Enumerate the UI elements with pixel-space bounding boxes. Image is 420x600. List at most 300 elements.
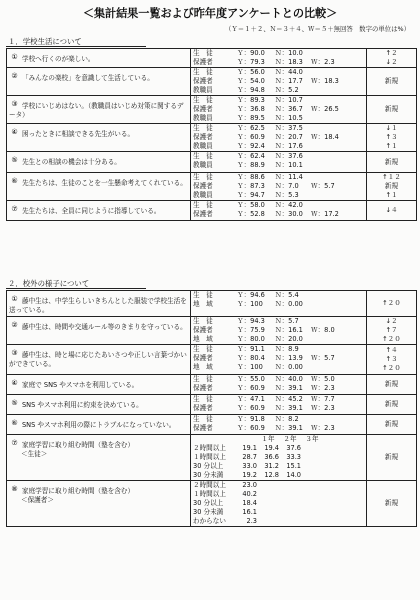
percent-value: 18.4 bbox=[242, 499, 257, 507]
yes-value: Ｙ：100 bbox=[237, 363, 263, 371]
no-value: Ｎ：13.9 bbox=[275, 354, 303, 362]
respondent-label: 生 徒 bbox=[193, 291, 213, 299]
grade-label: ２年 bbox=[283, 435, 297, 443]
comparison-badge: ↓２ bbox=[385, 317, 398, 325]
question-text: 家庭で SNS やスマホを利用している。 bbox=[22, 381, 139, 389]
yes-value: Ｙ：87.3 bbox=[237, 182, 265, 190]
yes-value: Ｙ：92.4 bbox=[237, 142, 265, 150]
no-value: Ｎ：5.2 bbox=[275, 86, 299, 94]
percent-value: 37.6 bbox=[286, 444, 301, 452]
no-value: Ｎ：11.4 bbox=[275, 173, 303, 181]
yes-value: Ｙ：60.9 bbox=[237, 384, 265, 392]
time-label: 30 分未満 bbox=[193, 508, 224, 516]
question-cell bbox=[7, 201, 191, 221]
circled-number-icon bbox=[9, 292, 20, 303]
comparison-cell bbox=[367, 415, 417, 435]
question-text: 家庭学習に取り組む時間（塾を含む） bbox=[22, 487, 135, 495]
question-cell bbox=[7, 375, 191, 395]
percent-value: 23.0 bbox=[242, 481, 257, 489]
section-heading-school-life: １．学校生活について bbox=[8, 37, 82, 46]
yes-value: Ｙ：88.6 bbox=[237, 173, 265, 181]
other-value bbox=[311, 335, 347, 344]
study-time-line bbox=[191, 444, 366, 453]
percent-value: 14.0 bbox=[286, 471, 301, 479]
other-value: Ｗ：2.3 bbox=[311, 404, 335, 412]
result-line bbox=[191, 105, 366, 114]
section-underline bbox=[6, 288, 146, 289]
other-value: Ｗ：2.3 bbox=[311, 384, 335, 392]
yes-value: Ｙ：62.5 bbox=[237, 124, 265, 132]
study-time-row bbox=[7, 481, 417, 527]
time-label: 30 分以上 bbox=[193, 462, 224, 470]
respondent-label: 保護者 bbox=[193, 424, 213, 432]
other-value: Ｗ：5.7 bbox=[311, 354, 335, 362]
result-line bbox=[191, 363, 366, 372]
question-text: 学校にいじめはない。（教職員はいじめ対策に関するデータ） bbox=[9, 102, 184, 119]
result-line bbox=[191, 114, 366, 123]
result-line bbox=[191, 142, 366, 151]
respondent-label: 生 徒 bbox=[193, 124, 213, 132]
yes-value: Ｙ：60.9 bbox=[237, 404, 265, 412]
yes-value: Ｙ：94.8 bbox=[237, 86, 265, 94]
other-value bbox=[311, 86, 347, 95]
other-value bbox=[311, 96, 347, 105]
respondent-label: 生 徒 bbox=[193, 49, 213, 57]
results-cell bbox=[191, 345, 367, 375]
result-line bbox=[191, 345, 366, 354]
no-value: Ｎ：0.00 bbox=[275, 300, 303, 308]
respondent-group: ＜保護者＞ bbox=[21, 495, 54, 504]
survey-item-row bbox=[7, 173, 417, 201]
result-line bbox=[191, 133, 366, 142]
time-label: 30 分以上 bbox=[193, 499, 224, 507]
survey-item-row bbox=[7, 291, 417, 317]
results-cell bbox=[191, 173, 367, 201]
no-value: Ｎ：37.5 bbox=[275, 124, 303, 132]
question-text: 先生たちは、生徒のことを一生懸命考えてくれている。 bbox=[22, 179, 187, 187]
result-line bbox=[191, 68, 366, 77]
percent-value: 2.3 bbox=[246, 517, 257, 525]
survey-item-row bbox=[7, 124, 417, 152]
percent-value: 15.1 bbox=[286, 462, 301, 470]
question-text: 先生たちは、全員に同じように指導している。 bbox=[22, 207, 161, 215]
result-line bbox=[191, 173, 366, 182]
results-cell bbox=[191, 68, 367, 96]
comparison-badge: ↑７ bbox=[385, 326, 398, 334]
yes-value: Ｙ：52.8 bbox=[237, 210, 265, 218]
respondent-group: ＜生徒＞ bbox=[21, 449, 48, 458]
no-value: Ｎ：20.0 bbox=[275, 335, 303, 343]
question-text: 学校へ行くのが楽しい。 bbox=[22, 55, 95, 63]
result-line bbox=[191, 404, 366, 413]
yes-value: Ｙ：36.8 bbox=[237, 105, 265, 113]
item-number: ③ bbox=[11, 349, 18, 357]
yes-value: Ｙ：80.4 bbox=[237, 354, 265, 362]
comparison-cell bbox=[367, 49, 417, 68]
circled-number-icon bbox=[9, 153, 20, 164]
percent-value: 33.3 bbox=[286, 453, 301, 461]
question-text: 藤中生は、中学生らしいきちんとした服装で学校生活を送っている。 bbox=[9, 297, 187, 314]
section-heading-outside-school: ２．校外の様子について bbox=[8, 279, 90, 288]
question-cell bbox=[7, 49, 191, 68]
other-value bbox=[311, 300, 347, 309]
outside-school-table bbox=[6, 290, 417, 527]
percent-value: 40.2 bbox=[242, 490, 257, 498]
survey-item-row bbox=[7, 152, 417, 173]
respondent-label: 生 徒 bbox=[193, 68, 213, 76]
other-value bbox=[311, 161, 347, 170]
results-cell bbox=[191, 152, 367, 173]
comparison-badge: ↑１ bbox=[385, 142, 398, 150]
comparison-cell bbox=[367, 201, 417, 221]
percent-value: 33.0 bbox=[242, 462, 257, 470]
no-value: Ｎ：40.0 bbox=[275, 375, 303, 383]
no-value: Ｎ：8.9 bbox=[275, 345, 299, 353]
comparison-cell bbox=[367, 152, 417, 173]
yes-value: Ｙ：80.0 bbox=[237, 335, 265, 343]
question-text: 藤中生は、時間や交通ルール等のきまりを守っている。 bbox=[22, 323, 187, 331]
no-value: Ｎ：8.2 bbox=[275, 415, 299, 423]
yes-value: Ｙ：60.9 bbox=[237, 133, 265, 141]
no-value: Ｎ：17.6 bbox=[275, 142, 303, 150]
other-value: Ｗ：2.3 bbox=[311, 58, 335, 66]
respondent-label: 保護者 bbox=[193, 58, 213, 66]
no-value: Ｎ：17.7 bbox=[275, 77, 303, 85]
results-cell bbox=[191, 415, 367, 435]
percent-value: 19.4 bbox=[264, 444, 279, 452]
study-results-cell bbox=[191, 481, 367, 527]
comparison-cell bbox=[367, 96, 417, 124]
result-line bbox=[191, 191, 366, 200]
no-value: Ｎ：10.5 bbox=[275, 114, 303, 122]
no-value: Ｎ：45.2 bbox=[275, 395, 303, 403]
comparison-badge: 新規 bbox=[384, 182, 399, 190]
respondent-label: 教職員 bbox=[193, 142, 213, 150]
comparison-badge: 新規 bbox=[384, 157, 399, 166]
respondent-label: 生 徒 bbox=[193, 173, 213, 181]
item-number: ⑤ bbox=[11, 399, 18, 407]
respondent-label: 教職員 bbox=[193, 191, 213, 199]
school-life-table bbox=[6, 48, 417, 221]
other-value bbox=[311, 114, 347, 123]
item-number: ⑤ bbox=[11, 156, 18, 164]
respondent-label: 生 徒 bbox=[193, 152, 213, 160]
other-value bbox=[311, 201, 347, 210]
respondent-label: 生 徒 bbox=[193, 201, 213, 209]
result-line bbox=[191, 201, 366, 210]
no-value: Ｎ：10.0 bbox=[275, 49, 303, 57]
results-cell bbox=[191, 317, 367, 345]
comparison-cell bbox=[367, 173, 417, 201]
comparison-badge: ↑３ bbox=[385, 355, 398, 363]
survey-item-row bbox=[7, 345, 417, 375]
result-line bbox=[191, 124, 366, 133]
study-time-row bbox=[7, 435, 417, 481]
comparison-cell bbox=[367, 124, 417, 152]
respondent-label: 保護者 bbox=[193, 354, 213, 362]
percent-value: 16.1 bbox=[242, 508, 257, 516]
percent-value: 31.2 bbox=[264, 462, 279, 470]
question-cell bbox=[7, 435, 191, 481]
other-value bbox=[311, 49, 347, 58]
no-value: Ｎ：20.7 bbox=[275, 133, 303, 141]
other-value: Ｗ：18.4 bbox=[311, 133, 339, 141]
comparison-badge: ↓１ bbox=[385, 124, 398, 132]
item-number: ① bbox=[11, 53, 18, 61]
circled-number-icon bbox=[9, 396, 20, 407]
comparison-cell bbox=[367, 317, 417, 345]
respondent-label: 地 域 bbox=[193, 300, 213, 308]
respondent-label: 教職員 bbox=[193, 161, 213, 169]
respondent-label: 保護者 bbox=[193, 182, 213, 190]
time-label: 30 分未満 bbox=[193, 471, 224, 479]
item-number: ② bbox=[11, 321, 18, 329]
result-line bbox=[191, 86, 366, 95]
question-text: 困ったときに相談できる先生がいる。 bbox=[22, 130, 135, 138]
results-cell bbox=[191, 201, 367, 221]
result-line bbox=[191, 326, 366, 335]
percent-value: 12.8 bbox=[264, 471, 279, 479]
study-time-line bbox=[191, 508, 366, 517]
result-line bbox=[191, 300, 366, 309]
yes-value: Ｙ：58.0 bbox=[237, 201, 265, 209]
yes-value: Ｙ：55.0 bbox=[237, 375, 265, 383]
comparison-cell bbox=[367, 395, 417, 415]
comparison-badge: 新規 bbox=[384, 105, 399, 113]
comparison-badge: ↑１２ bbox=[382, 173, 401, 181]
survey-item-row bbox=[7, 395, 417, 415]
circled-number-icon bbox=[9, 69, 20, 80]
question-text: 「みんなの楽校」を意識して生活している。 bbox=[22, 74, 154, 82]
no-value: Ｎ：16.1 bbox=[275, 326, 303, 334]
respondent-label: 保護者 bbox=[193, 326, 213, 334]
respondent-label: 生 徒 bbox=[193, 395, 213, 403]
survey-item-row bbox=[7, 68, 417, 96]
question-text: SNS やスマホ利用に約束を決めている。 bbox=[22, 401, 143, 409]
respondent-label: 生 徒 bbox=[193, 345, 213, 353]
study-time-line bbox=[191, 453, 366, 462]
result-line bbox=[191, 96, 366, 105]
survey-item-row bbox=[7, 96, 417, 124]
result-line bbox=[191, 354, 366, 363]
comparison-badge: ↓４ bbox=[385, 206, 398, 214]
comparison-badge: ↓２ bbox=[385, 58, 398, 66]
item-number: ⑥ bbox=[11, 419, 18, 427]
result-line bbox=[191, 58, 366, 67]
circled-number-icon bbox=[9, 174, 20, 185]
grade-header bbox=[191, 435, 366, 444]
other-value bbox=[311, 124, 347, 133]
comparison-cell bbox=[367, 291, 417, 317]
other-value bbox=[311, 191, 347, 200]
result-line bbox=[191, 49, 366, 58]
result-line bbox=[191, 317, 366, 326]
item-number: ⑦ bbox=[11, 205, 18, 213]
result-line bbox=[191, 161, 366, 170]
results-cell bbox=[191, 291, 367, 317]
circled-number-icon bbox=[9, 436, 20, 447]
time-label: ２時間以上 bbox=[193, 444, 226, 452]
survey-item-row bbox=[7, 317, 417, 345]
other-value: Ｗ：5.0 bbox=[311, 375, 335, 383]
comparison-cell bbox=[367, 345, 417, 375]
percent-value: 36.6 bbox=[264, 453, 279, 461]
respondent-label: 教職員 bbox=[193, 114, 213, 122]
question-cell bbox=[7, 152, 191, 173]
circled-number-icon bbox=[9, 346, 20, 357]
comparison-badge: ↑２０ bbox=[382, 335, 401, 343]
time-label: わからない bbox=[193, 517, 226, 525]
respondent-label: 生 徒 bbox=[193, 415, 213, 423]
document-title: ＜集計結果一覧および昨年度アンケートとの比較＞ bbox=[82, 7, 338, 20]
no-value: Ｎ：37.6 bbox=[275, 152, 303, 160]
question-cell bbox=[7, 96, 191, 124]
other-value bbox=[311, 152, 347, 161]
result-line bbox=[191, 210, 366, 219]
other-value: Ｗ：18.3 bbox=[311, 77, 339, 85]
item-number: ⑥ bbox=[11, 177, 18, 185]
study-time-line bbox=[191, 462, 366, 471]
other-value: Ｗ：2.3 bbox=[311, 424, 335, 432]
comparison-badge: ↑３ bbox=[385, 133, 398, 141]
circled-number-icon bbox=[9, 482, 20, 493]
percent-value: 28.7 bbox=[242, 453, 257, 461]
other-value bbox=[311, 291, 347, 300]
comparison-badge: ↑２ bbox=[385, 49, 398, 57]
respondent-label: 保護者 bbox=[193, 404, 213, 412]
no-value: Ｎ：36.7 bbox=[275, 105, 303, 113]
item-number: ① bbox=[11, 295, 18, 303]
circled-number-icon bbox=[9, 202, 20, 213]
other-value bbox=[311, 68, 347, 77]
comparison-badge: 新規 bbox=[384, 77, 399, 85]
respondent-label: 地 域 bbox=[193, 363, 213, 371]
grade-label: １年 bbox=[261, 435, 275, 443]
results-cell bbox=[191, 375, 367, 395]
result-line bbox=[191, 291, 366, 300]
question-cell bbox=[7, 68, 191, 96]
study-time-line bbox=[191, 471, 366, 480]
yes-value: Ｙ：56.0 bbox=[237, 68, 265, 76]
yes-value: Ｙ：89.5 bbox=[237, 114, 265, 122]
comparison-badge: 新規 bbox=[384, 499, 399, 507]
result-line bbox=[191, 424, 366, 433]
circled-number-icon bbox=[9, 97, 20, 108]
survey-item-row bbox=[7, 201, 417, 221]
item-number: ⑦ bbox=[11, 439, 18, 447]
respondent-label: 保護者 bbox=[193, 384, 213, 392]
other-value: Ｗ：26.5 bbox=[311, 105, 339, 113]
comparison-badge: 新規 bbox=[384, 453, 399, 461]
comparison-badge: 新規 bbox=[384, 420, 399, 428]
question-cell bbox=[7, 345, 191, 375]
no-value: Ｎ：39.1 bbox=[275, 384, 303, 392]
circled-number-icon bbox=[9, 318, 20, 329]
respondent-label: 地 域 bbox=[193, 335, 213, 343]
result-line bbox=[191, 384, 366, 393]
yes-value: Ｙ：75.9 bbox=[237, 326, 265, 334]
comparison-cell bbox=[367, 68, 417, 96]
circled-number-icon bbox=[9, 50, 20, 61]
no-value: Ｎ：10.7 bbox=[275, 96, 303, 104]
other-value bbox=[311, 415, 347, 424]
yes-value: Ｙ：62.4 bbox=[237, 152, 265, 160]
result-line bbox=[191, 395, 366, 404]
no-value: Ｎ：0.00 bbox=[275, 363, 303, 371]
no-value: Ｎ：30.0 bbox=[275, 210, 303, 218]
circled-number-icon bbox=[9, 376, 20, 387]
comparison-badge: 新規 bbox=[384, 380, 399, 388]
question-cell bbox=[7, 481, 191, 527]
results-cell bbox=[191, 96, 367, 124]
other-value bbox=[311, 317, 347, 326]
question-text: 家庭学習に取り組む時間（塾を含む） bbox=[22, 441, 135, 449]
respondent-label: 保護者 bbox=[193, 133, 213, 141]
time-label: １時間以上 bbox=[193, 453, 226, 461]
circled-number-icon bbox=[9, 125, 20, 136]
comparison-cell bbox=[367, 481, 417, 527]
no-value: Ｎ：42.0 bbox=[275, 201, 303, 209]
item-number: ④ bbox=[11, 379, 18, 387]
question-text: 藤中生は、時と場に応じたあいさつや正しい言葉づかいができている。 bbox=[9, 351, 187, 368]
no-value: Ｎ：7.0 bbox=[275, 182, 299, 190]
time-label: ２時間以上 bbox=[193, 481, 226, 489]
comparison-badge: ↑１ bbox=[385, 191, 398, 199]
item-number: ③ bbox=[11, 100, 18, 108]
no-value: Ｎ：39.1 bbox=[275, 404, 303, 412]
other-value bbox=[311, 345, 347, 354]
result-line bbox=[191, 77, 366, 86]
result-line bbox=[191, 182, 366, 191]
respondent-label: 保護者 bbox=[193, 77, 213, 85]
result-line bbox=[191, 375, 366, 384]
yes-value: Ｙ：100 bbox=[237, 300, 263, 308]
question-cell bbox=[7, 415, 191, 435]
results-cell bbox=[191, 49, 367, 68]
result-line bbox=[191, 152, 366, 161]
respondent-label: 生 徒 bbox=[193, 317, 213, 325]
question-cell bbox=[7, 317, 191, 345]
no-value: Ｎ：5.7 bbox=[275, 317, 299, 325]
other-value bbox=[311, 363, 347, 372]
yes-value: Ｙ：94.6 bbox=[237, 291, 265, 299]
no-value: Ｎ：44.0 bbox=[275, 68, 303, 76]
comparison-cell bbox=[367, 375, 417, 395]
yes-value: Ｙ：94.3 bbox=[237, 317, 265, 325]
item-number: ② bbox=[11, 72, 18, 80]
no-value: Ｎ：39.1 bbox=[275, 424, 303, 432]
question-cell bbox=[7, 124, 191, 152]
respondent-label: 生 徒 bbox=[193, 375, 213, 383]
study-results-cell bbox=[191, 435, 367, 481]
study-time-line bbox=[191, 517, 366, 526]
item-number: ④ bbox=[11, 128, 18, 136]
no-value: Ｎ：5.3 bbox=[275, 191, 299, 199]
other-value: Ｗ：5.7 bbox=[311, 182, 335, 190]
time-label: １時間以上 bbox=[193, 490, 226, 498]
question-cell bbox=[7, 395, 191, 415]
survey-item-row bbox=[7, 375, 417, 395]
no-value: Ｎ：10.1 bbox=[275, 161, 303, 169]
study-time-line bbox=[191, 499, 366, 508]
no-value: Ｎ：5.4 bbox=[275, 291, 299, 299]
survey-item-row bbox=[7, 49, 417, 68]
other-value bbox=[311, 142, 347, 151]
yes-value: Ｙ：88.9 bbox=[237, 161, 265, 169]
yes-value: Ｙ：54.0 bbox=[237, 77, 265, 85]
grade-label: ３年 bbox=[305, 435, 319, 443]
yes-value: Ｙ：90.0 bbox=[237, 49, 265, 57]
